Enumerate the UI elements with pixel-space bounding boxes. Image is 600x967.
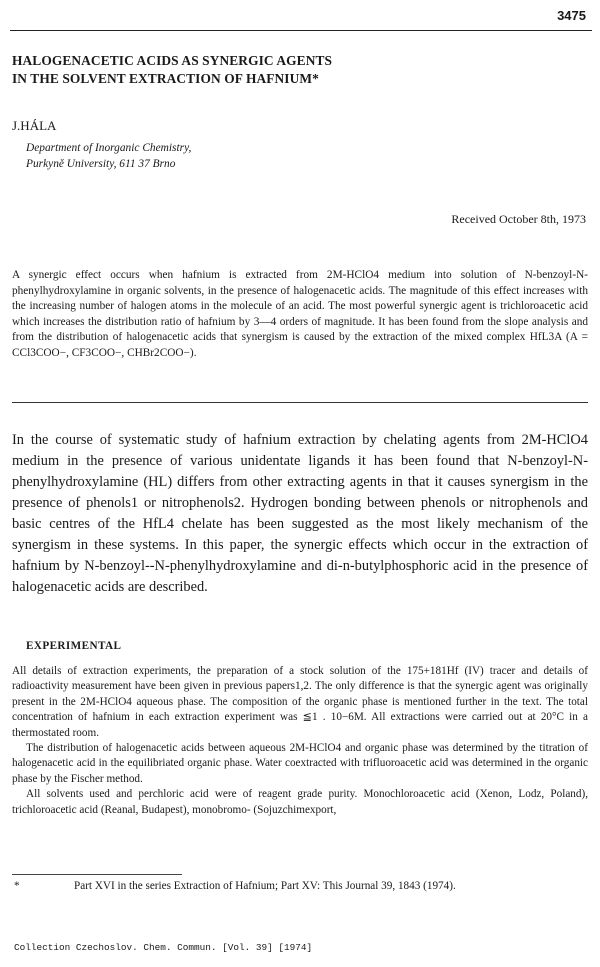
page-number: 3475 xyxy=(557,8,586,23)
footnote-text: Part XVI in the series Extraction of Hafnium; Part XV: This Journal 39, 1843 (1974). xyxy=(74,880,456,892)
experimental-section xyxy=(12,664,588,818)
footnote-marker: * xyxy=(14,880,20,892)
experimental-paragraph-3: All solvents used and perchloric acid were of reagent grade purity. Monochloroacetic acid (Xenon, Lodz, Poland), trichloroacetic acid (Reanal, Budapest), monobromo- (Sojuzchimexport, xyxy=(12,788,588,816)
experimental-paragraph-2: The distribution of halogenacetic acids between aqueous 2M-HClO4 and organic phase was determined by the titration of halogenacetic acid in the equilibriated organic phase. Water coextracted with trifluoroacetic acid was determined in the organic phase by the Fischer method. xyxy=(12,742,588,785)
received-date: Received October 8th, 1973 xyxy=(451,212,586,226)
article-title xyxy=(12,52,572,88)
affiliation-line-1: Department of Inorganic Chemistry, xyxy=(26,142,192,154)
header-rule xyxy=(10,30,592,31)
title-line-1: HALOGENACETIC ACIDS AS SYNERGIC AGENTS xyxy=(12,53,333,68)
experimental-paragraph-1: All details of extraction experiments, the preparation of a stock solution of the 175+181Hf (IV) tracer and details of radioactivity measurement have been given in previous papers1,2. The only difference is that the synergic agent was originally present in the 2M-HClO4 aqueous phase. The composition of the organic phase is mentioned further in the text. The total concentration of hafnium in each extraction experiment was ≦1 . 10−6M. All extractions were carried out at 20°C in a thermostated room. xyxy=(12,665,588,739)
author-name: J.HÁLA xyxy=(12,118,57,133)
abstract: A synergic effect occurs when hafnium is extracted from 2M-HClO4 medium into solution of N-benzoyl-N-phenylhydroxylamine in organic solvents, in the presence of halogenacetic acids. The magnitude of this effect increases with the increasing number of halogen atoms in the molecule of an acid. The most powerful synergic agent is trichloroacetic acid which increases the distribution ratio of hafnium by 3—4 orders of magnitude. It has been found from the slope analysis and from the distribution of halogenacetic acids that synergism is caused by the extraction of the mixed complex HfL3A (A = CCl3COO−, CF3COO−, CHBr2COO−). xyxy=(12,269,588,359)
abstract-separator xyxy=(12,402,588,403)
journal-footer: Collection Czechoslov. Chem. Commun. [Vol. 39] [1974] xyxy=(14,942,313,953)
footnote xyxy=(14,880,456,892)
footnote-rule xyxy=(12,874,182,875)
affiliation-line-2: Purkyně University, 611 37 Brno xyxy=(26,158,176,170)
affiliation xyxy=(26,140,191,172)
introduction-paragraph: In the course of systematic study of hafnium extraction by chelating agents from 2M-HClO4 medium in the presence of various unidentate ligands it has been found that N-benzoyl-N-phenylhydroxylamine (HL) differs from other extracting agents in that it causes synergism in the presence of phenols1 or nitrophenols2. Hydrogen bonding between phenols or nitrophenols and basic centres of the HfL4 chelate has been suggested as the most likely mechanism of the synergism in these systems. In this paper, the synergic effects which occur in the extraction of hafnium by N-benzoyl--N-phenylhydroxylamine and di-n-butylphosphoric acid in the presence of halogenacetic acids are described. xyxy=(12,432,588,595)
section-heading-experimental: EXPERIMENTAL xyxy=(26,640,122,652)
title-line-2: IN THE SOLVENT EXTRACTION OF HAFNIUM* xyxy=(12,71,319,86)
